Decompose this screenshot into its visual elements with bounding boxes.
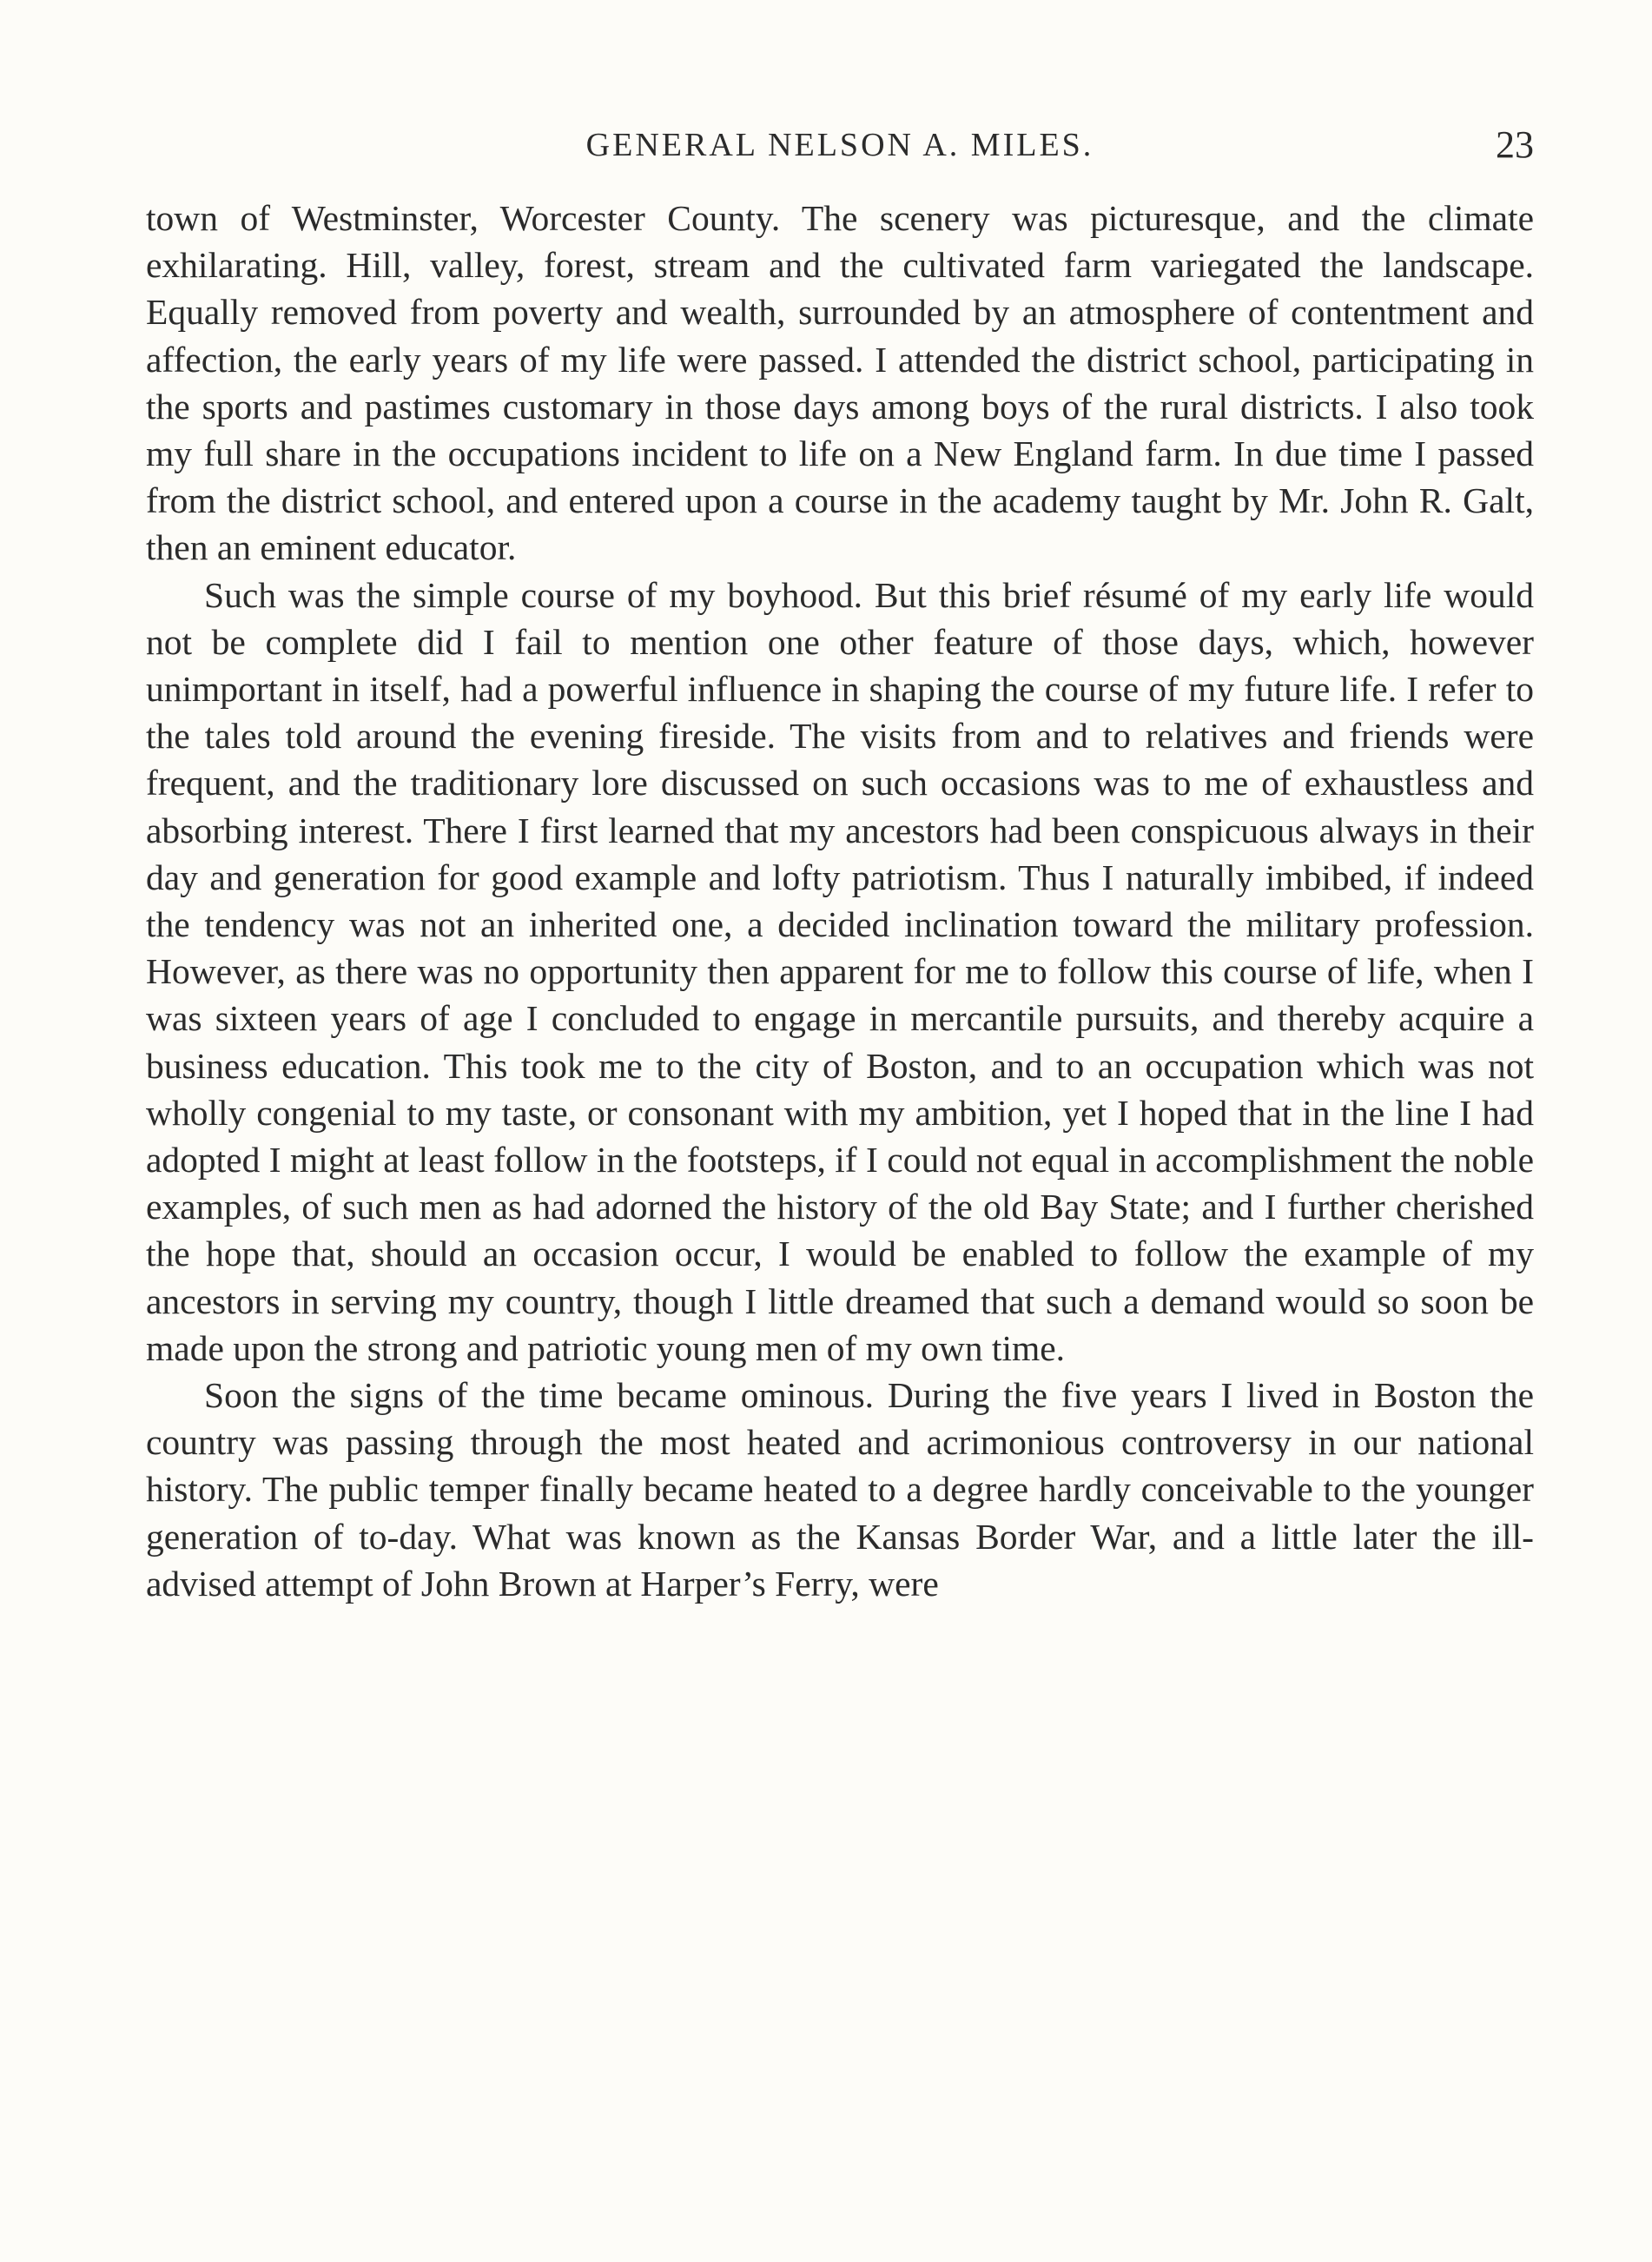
running-head	[146, 115, 1534, 175]
paragraph-ominous-signs: Soon the signs of the time became ominous. During the five years I lived in Boston the country was passing through the most heated and acrimonious controversy in our national history. The public temper finally became heated to a degree hardly conceivable to the younger generation of to-day. What was known as the Kansas Border War, and a little later the ill-advised attempt of John Brown at Harper’s Ferry, were	[146, 1375, 1534, 1604]
paragraph-boyhood: Such was the simple course of my boyhood. But this brief résumé of my early life would not be complete did I fail to mention one other feature of those days, which, however unimportant in itself, had a powerful influence in shaping the course of my future life. I refer to the tales told around the evening fireside. The visits from and to relatives and friends were frequent, and the traditionary lore discussed on such occasions was to me of exhaustless and absorbing interest. There I first learned that my ancestors had been conspicuous always in their day and generation for good example and lofty patriotism. Thus I naturally imbibed, if indeed the tendency was not an inherited one, a decided inclination toward the military profession. However, as there was no opportunity then apparent for me to follow this course of life, when I was sixteen years of age I concluded to engage in mercantile pursuits, and thereby acquire a business education. This took me to the city of Boston, and to an occupation which was not wholly congenial to my taste, or consonant with my ambition, yet I hoped that in the line I had adopted I might at least follow in the footsteps, if I could not equal in accomplishment the noble examples, of such men as had adorned the history of the old Bay State; and I further cherished the hope that, should an occasion occur, I would be enabled to follow the example of my ancestors in serving my country, though I little dreamed that such a demand would so soon be made upon the strong and patriotic young men of my own time.	[146, 574, 1534, 1368]
body-text	[146, 195, 1534, 1607]
paragraph-continued: town of Westminster, Worcester County. The scenery was picturesque, and the climate exhilarating. Hill, valley, forest, stream and the cultivated farm variegated the landscape. Equally removed from poverty and wealth, surrounded by an atmosphere of contentment and affection, the early years of my life were passed. I attended the district school, participating in the sports and pastimes customary in those days among boys of the rural districts. I also took my full share in the occupations incident to life on a New England farm. In due time I passed from the district school, and entered upon a course in the academy taught by Mr. John R. Galt, then an eminent educator.	[146, 198, 1534, 568]
page-number: 23	[1496, 123, 1534, 166]
running-title: GENERAL NELSON A. MILES.	[585, 127, 1094, 163]
